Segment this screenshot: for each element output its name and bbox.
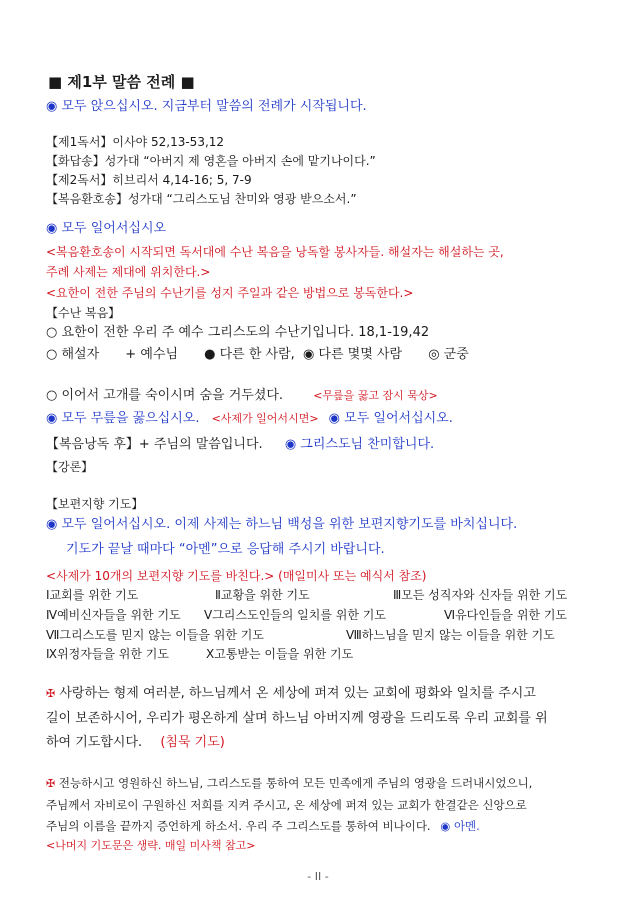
role-crowd: ◎ 군중 — [428, 347, 469, 362]
role-other: ● 다른 한 사람, — [204, 347, 295, 362]
prayer-1-line-c: 하여 기도합시다. (침묵 기도) — [46, 735, 225, 750]
intention-8: Ⅷ하느님을 믿지 않는 이들을 위한 기도 — [346, 628, 555, 642]
intention-2: Ⅱ교황을 위한 기도 — [215, 588, 310, 602]
prayer-rubric: <사제가 10개의 보편지향 기도를 바친다.> (매일미사 또는 예식서 참조) — [46, 569, 427, 583]
prayer-2-line-c: 주님의 이름을 끝까지 증언하게 하소서. 우리 주 그리스도를 통하여 비나이다. ◉ 아멘. — [46, 819, 480, 833]
prayer-1-line-a: ✠ 사랑하는 형제 여러분, 하느님께서 온 세상에 퍼져 있는 교회에 평화와 일치를 주시고 — [46, 686, 536, 701]
kneel-line — [46, 411, 453, 427]
gospel-acclamation: 【복음환호송】성가대 “그리스도님 찬미와 영광 받으소서.” — [46, 192, 357, 206]
amen-response: ◉ 아멘. — [440, 819, 480, 833]
intention-1: Ⅰ교회를 위한 기도 — [46, 588, 139, 602]
cross-icon: ✠ — [46, 687, 56, 700]
instruction-sit: ◉ 모두 앉으십시오. 지금부터 말씀의 전례가 시작됩니다. — [46, 99, 367, 114]
bow-note: <무릎을 꿇고 잠시 묵상> — [313, 389, 438, 402]
instruction-kneel: ◉ 모두 무릎을 꿇으십시오. — [46, 411, 200, 426]
prayer-intro-a: ◉ 모두 일어서십시오. 이제 사제는 하느님 백성을 위한 보편지향기도를 바치십니다. — [46, 517, 518, 532]
passion-gospel-label: 【수난 복음】 — [46, 306, 121, 320]
page-number: - II - — [307, 870, 329, 883]
first-reading: 【제1독서】이사야 52,13-53,12 — [46, 135, 225, 149]
second-reading: 【제2독서】히브리서 4,14-16; 5, 7-9 — [46, 173, 252, 187]
bow-text: ○ 이어서 고개를 숙이시며 숨을 거두셨다. — [46, 388, 284, 403]
responsorial-psalm: 【화답송】성가대 “아버지 제 영혼을 아버지 손에 맡기나이다.” — [46, 154, 376, 168]
prayer-2-line-a: ✠ 전능하시고 영원하신 하느님, 그리스도를 통하여 모든 민족에게 주님의 영광을 드러내시었으니, — [46, 776, 533, 790]
gospel-after-line — [46, 437, 434, 453]
rubric-note-1a: <복음환호송이 시작되면 독서대에 수난 복음을 낭독할 봉사자들. 해설자는 해설하는 곳, — [46, 245, 504, 259]
rubric-note-2: <요한이 전한 주님의 수난기를 성지 주일과 같은 방법으로 봉독한다.> — [46, 286, 414, 300]
intention-9: Ⅸ위정자들을 위한 기도 — [46, 647, 169, 661]
role-several: ◉ 다른 몇몇 사람 — [302, 347, 403, 362]
role-jesus: + 예수님 — [125, 347, 178, 362]
intention-3: Ⅲ모든 성직자와 신자들 위한 기도 — [393, 588, 568, 602]
gospel-after-text: 【복음낭독 후】+ 주님의 말씀입니다. — [46, 437, 263, 452]
role-narrator: ○ 해설자 — [46, 347, 100, 362]
universal-prayer-label: 【보편지향 기도】 — [46, 497, 144, 511]
prayer-2-note: <나머지 기도문은 생략. 매일 미사책 참고> — [46, 839, 256, 852]
intention-10: Ⅹ고통받는 이들을 위한 기도 — [206, 647, 354, 661]
intention-7: Ⅶ그리스도를 믿지 않는 이들을 위한 기도 — [46, 628, 264, 642]
instruction-stand: ◉ 모두 일어서십시오 — [46, 221, 167, 236]
prayer-intro-b: 기도가 끝날 때마다 “아멘”으로 응답해 주시기 바랍니다. — [66, 542, 385, 557]
section-title: ■ 제1부 말씀 전례 ■ — [48, 73, 195, 91]
instruction-stand-2: ◉ 모두 일어서십시오. — [328, 411, 453, 426]
praise-response: ◉ 그리스도님 찬미합니다. — [284, 437, 435, 452]
bow-line — [46, 388, 438, 404]
intention-6: Ⅵ유다인들을 위한 기도 — [444, 608, 568, 622]
intention-4: Ⅳ예비신자들을 위한 기도 — [46, 608, 181, 622]
homily-label: 【강론】 — [46, 460, 94, 474]
passion-title: ○ 요한이 전한 우리 주 예수 그리스도의 수난기입니다. 18,1-19,42 — [46, 325, 430, 340]
rubric-note-1b: 주례 사제는 제대에 위치한다.> — [46, 265, 211, 279]
role-legend — [46, 347, 469, 363]
cross-icon: ✠ — [46, 777, 56, 790]
prayer-1-line-b: 길이 보존하시어, 우리가 평온하게 살며 하느님 아버지께 영광을 드리도록 우리 교회를 위 — [46, 711, 548, 726]
prayer-2-line-b: 주님께서 자비로이 구원하신 저희를 지켜 주시고, 온 세상에 퍼져 있는 교회가 한결같은 신앙으로 — [46, 798, 527, 812]
intention-5: Ⅴ그리스도인들의 일치를 위한 기도 — [204, 608, 386, 622]
after-priest-note: <사제가 일어서시면> — [211, 412, 319, 425]
silent-prayer-note: (침묵 기도) — [160, 735, 225, 750]
